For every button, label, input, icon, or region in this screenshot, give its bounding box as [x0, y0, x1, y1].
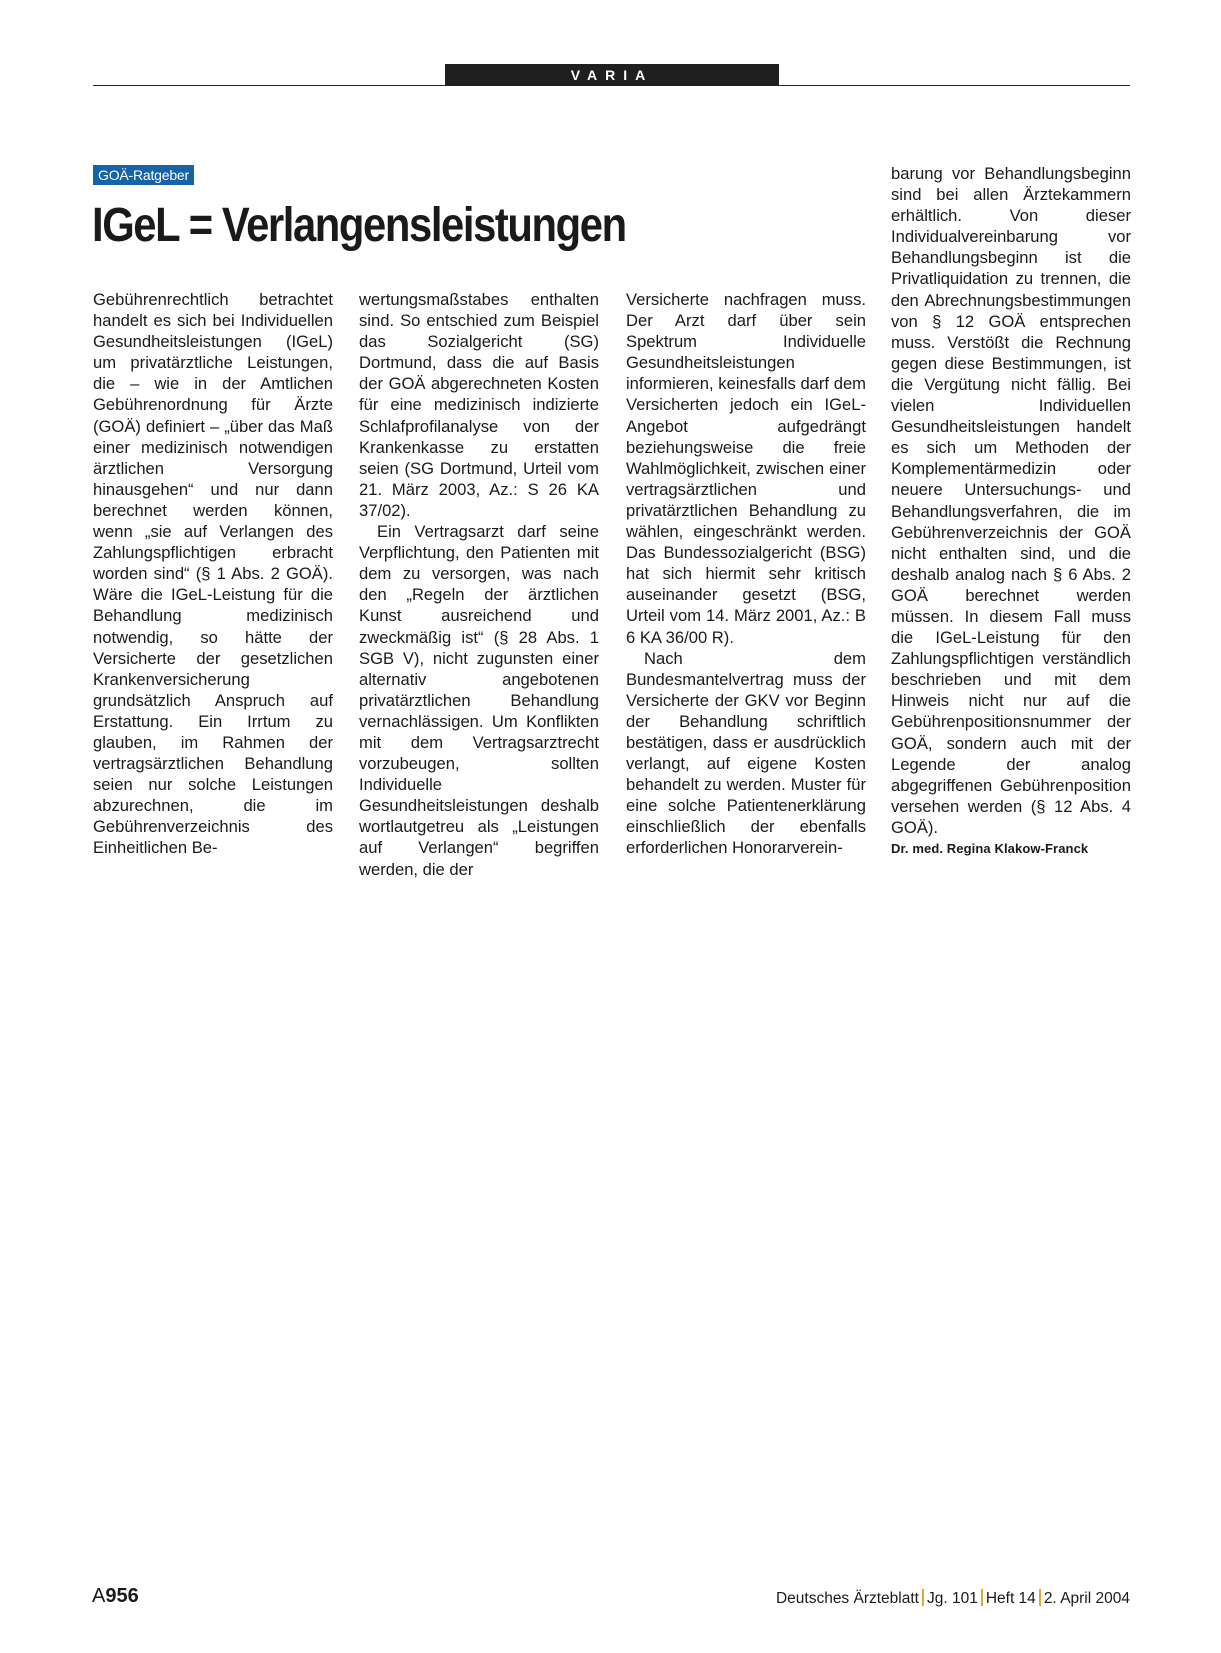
- footer-separator: [922, 1589, 924, 1606]
- rubric-badge: GOÄ-Ratgeber: [93, 165, 194, 185]
- paragraph: Gebührenrechtlich betrachtet handelt es sich bei Individuellen Gesundheitsleistungen (IGeL) um privatärztliche Leistungen, die – wie in der Amtlichen Gebührenordnung für Ärzte (GOÄ) definiert – „über das Maß einer medizinisch notwendigen ärztlichen Versorgung hinausgehen“ und nur dann berechnet werden können, wenn „sie auf Verlangen des Zahlungspflichtigen erbracht worden sind“ (§ 1 Abs. 2 GOÄ). Wäre die IGeL-Leistung für die Behandlung medizinisch notwendig, so hätte der Versicherte der gesetzlichen Krankenversicherung grundsätzlich Anspruch auf Erstattung. Ein Irrtum zu glauben, im Rahmen der vertragsärztlichen Behandlung seien nur solche Leistungen abzurechnen, die im Gebührenverzeichnis des Einheitlichen Be-: [93, 290, 333, 858]
- page-number: [92, 1585, 139, 1608]
- page-number-value: 956: [105, 1585, 139, 1607]
- section-label: VARIA: [445, 64, 779, 86]
- issue: Heft 14: [985, 1590, 1036, 1607]
- paragraph: barung vor Behandlungsbeginn sind bei allen Ärztekammern erhältlich. Von dieser Individualvereinbarung vor Behandlungsbeginn ist die Privatliquidation zu trennen, die den Abrechnungsbestimmungen von § 12 GOÄ entsprechen muss. Verstößt die Rechnung gegen diese Bestimmungen, ist die Vergütung nicht fällig. Bei vielen Individuellen Gesundheitsleistungen handelt es sich um Methoden der Komplementärmedizin oder neuere Untersuchungs- und Behandlungsverfahren, die im Gebührenverzeichnis der GOÄ nicht enthalten sind, und die deshalb analog nach § 6 Abs. 2 GOÄ berechnet werden müssen. In diesem Fall muss die IGeL-Leistung für den Zahlungspflichtigen verständlich beschrieben und mit dem Hinweis nicht nur auf die Gebührenpositionsnummer der GOÄ, sondern auch mit der Legende der analog abgegriffenen Gebührenposition versehen werden (§ 12 Abs. 4 GOÄ).: [891, 164, 1131, 837]
- footer-separator: [1039, 1589, 1041, 1606]
- volume: Jg. 101: [926, 1590, 978, 1607]
- author-byline: Dr. med. Regina Klakow-Franck: [891, 841, 1089, 856]
- date: 2. April 2004: [1043, 1590, 1130, 1607]
- journal-name: Deutsches Ärzteblatt: [775, 1590, 919, 1607]
- page-prefix: A: [92, 1585, 106, 1607]
- column-2: [359, 289, 599, 880]
- paragraph: Ein Vertragsarzt darf seine Verpflichtung, den Patienten mit dem zu versorgen, was nach den „Regeln der ärztlichen Kunst ausreichend und zweckmäßig ist“ (§ 28 Abs. 1 SGB V), nicht zugunsten einer alternativ angebotenen privatärztlichen Behandlung vernachlässigen. Um Konflikten mit dem Vertragsarztrecht vorzubeugen, sollten Individuelle Gesundheitsleistungen deshalb wortlautgetreu als „Leistungen auf Verlangen“ begriffen werden, die der: [359, 522, 599, 879]
- paragraph: Versicherte nachfragen muss. Der Arzt darf über sein Spektrum Individuelle Gesundheitsleistungen informieren, keinesfalls darf dem Versicherten jedoch ein IGeL-Angebot aufgedrängt beziehungsweise die freie Wahlmöglichkeit, zwischen einer vertragsärztlichen und privatärztlichen Behandlung zu wählen, eingeschränkt werden. Das Bundessozialgericht (BSG) hat sich hiermit sehr kritisch auseinander gesetzt (BSG, Urteil vom 14. März 2001, Az.: B 6 KA 36/00 R).: [626, 290, 866, 647]
- column-1: [93, 289, 333, 859]
- paragraph: wertungsmaßstabes enthalten sind. So entschied zum Beispiel das Sozialgericht (SG) Dortmund, dass die auf Basis der GOÄ abgerechneten Kosten für eine medizinisch indizierte Schlafprofilanalyse von der Krankenkasse zu erstatten seien (SG Dortmund, Urteil vom 21. März 2003, Az.: S 26 KA 37/02).: [359, 290, 599, 520]
- journal-footer: [776, 1589, 1130, 1608]
- paragraph: Nach dem Bundesmantelvertrag muss der Versicherte der GKV vor Beginn der Behandlung schriftlich bestätigen, dass er ausdrücklich verlangt, auf eigene Kosten behandelt zu werden. Muster für eine solche Patientenerklärung einschließlich der ebenfalls erforderlichen Honorarverein-: [626, 648, 866, 858]
- footer-separator: [981, 1589, 983, 1606]
- column-4: [891, 163, 1131, 859]
- column-3: [626, 289, 866, 859]
- article-title: IGeL = Verlangensleistungen: [92, 199, 626, 252]
